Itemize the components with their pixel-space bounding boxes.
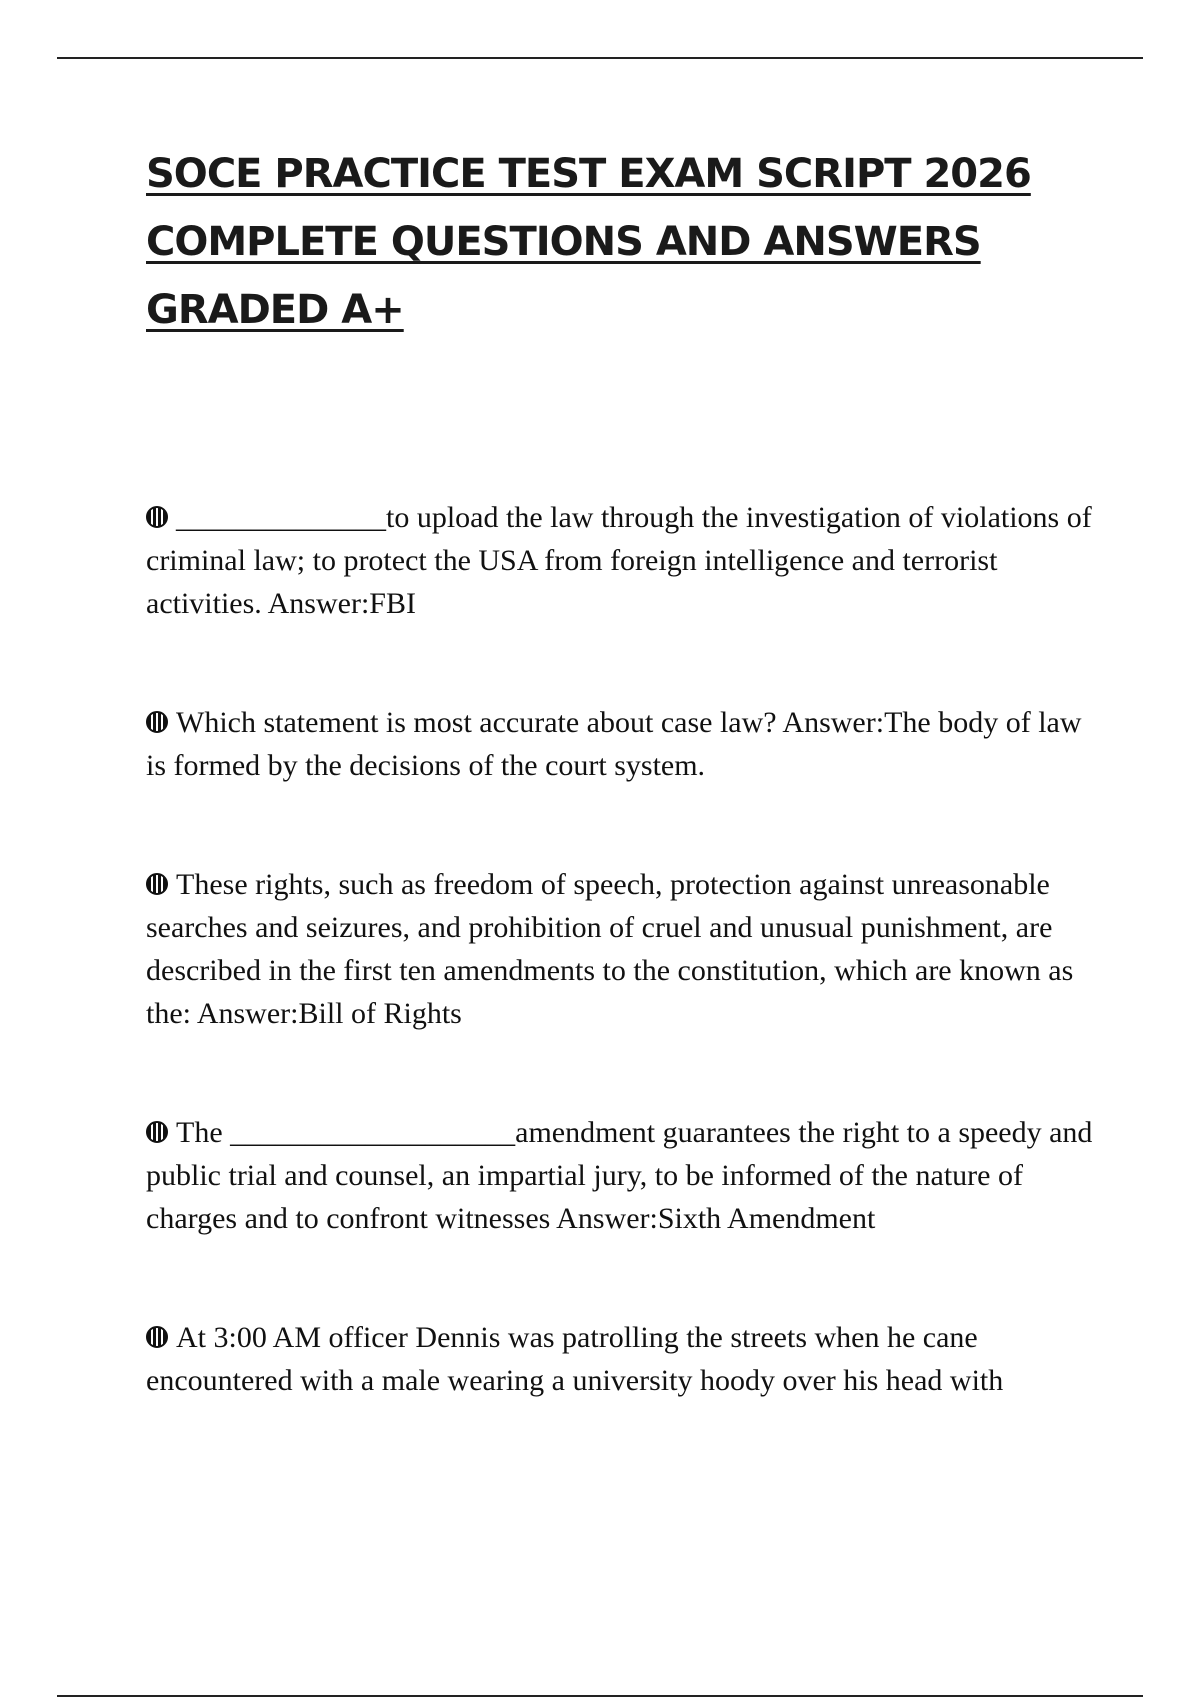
- circle-bullet-icon: [146, 711, 168, 733]
- document-title: [146, 140, 1106, 344]
- top-rule: [57, 57, 1143, 59]
- title-line: GRADED A+: [146, 287, 404, 333]
- circle-bullet-icon: [146, 506, 168, 528]
- document-body: [146, 140, 1106, 1402]
- circle-bullet-icon: [146, 1326, 168, 1348]
- circle-bullet-icon: [146, 873, 168, 895]
- circle-bullet-icon: [146, 1121, 168, 1143]
- question-item: [146, 1316, 1106, 1402]
- question-item: [146, 701, 1106, 787]
- title-line: COMPLETE QUESTIONS AND ANSWERS: [146, 219, 981, 265]
- question-text: ______________to upload the law through the investigation of violations of criminal law; to protect the USA from foreign intelligence and terrorist activities. Answer:FBI: [146, 501, 1092, 620]
- question-text: Which statement is most accurate about case law? Answer:The body of law is formed by the decisions of the court system.: [146, 706, 1082, 782]
- bottom-rule: [57, 1695, 1143, 1697]
- question-item: [146, 496, 1106, 625]
- question-item: [146, 1111, 1106, 1240]
- title-line: SOCE PRACTICE TEST EXAM SCRIPT 2026: [146, 151, 1031, 197]
- question-list: [146, 496, 1106, 1402]
- question-item: [146, 863, 1106, 1035]
- question-text: The ___________________amendment guarantees the right to a speedy and public trial and counsel, an impartial jury, to be informed of the nature of charges and to confront witnesses Answer:Sixth Amendment: [146, 1116, 1093, 1235]
- question-text: These rights, such as freedom of speech, protection against unreasonable searches and seizures, and prohibition of cruel and unusual punishment, are described in the first ten amendments to the constitution, which are known as the: Answer:Bill of Rights: [146, 868, 1074, 1030]
- question-text: At 3:00 AM officer Dennis was patrolling the streets when he cane encountered with a male wearing a university hoody over his head with: [146, 1321, 1004, 1397]
